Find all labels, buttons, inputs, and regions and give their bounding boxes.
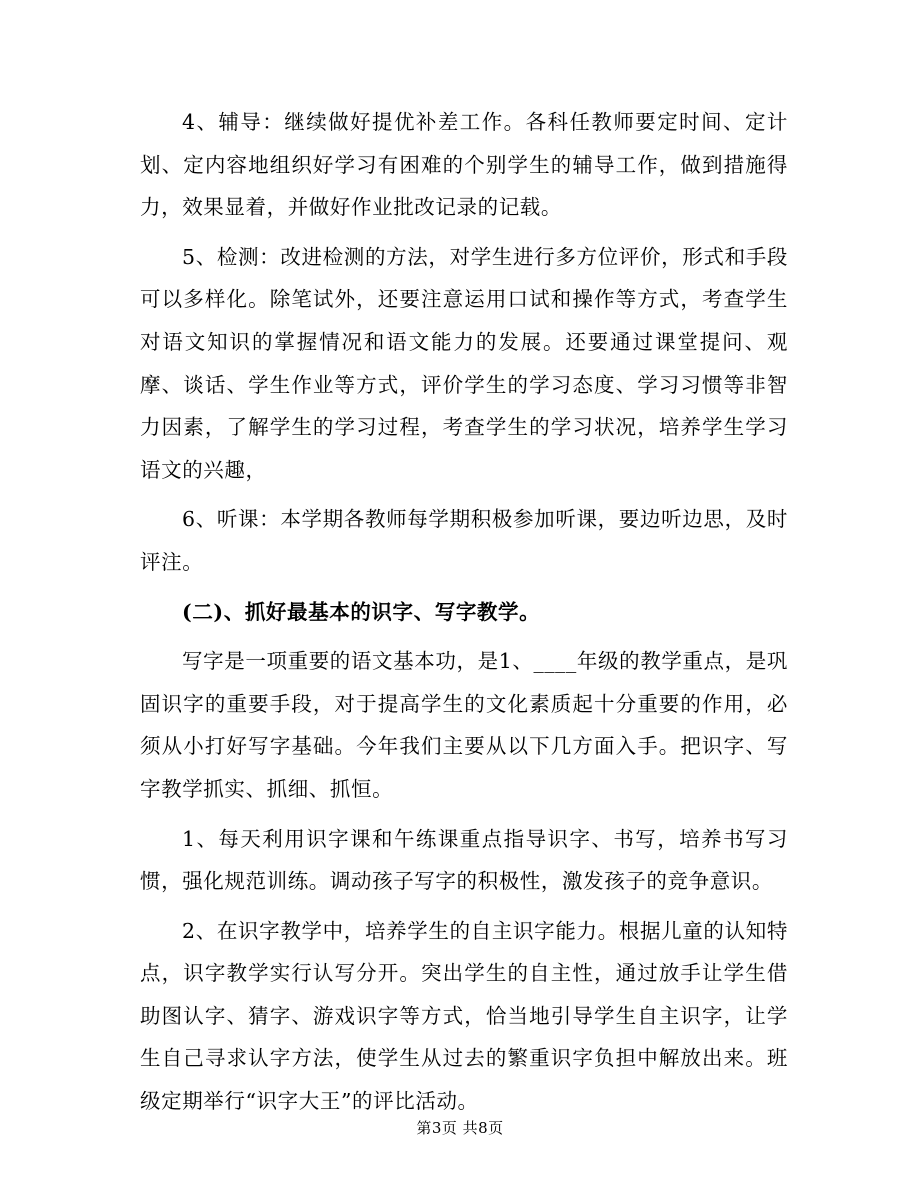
paragraph-self-literacy: 2、在识字教学中，培养学生的自主识字能力。根据儿童的认知特点，识字教学实行认写分开。突出学生的自主性，通过放手让学生借助图认字、猜字、游戏识字等方式，恰当地引导学生自主识字，让学生自己寻求认字方法，使学生从过去的繁重识字负担中解放出来。班级定期举行“识字大王”的评比活动。: [140, 918, 788, 1114]
section-heading: (二)、抓好最基本的识字、写字教学。: [182, 599, 541, 624]
document-body: [140, 101, 788, 1123]
paragraph-tutoring: 4、辅导：继续做好提优补差工作。各科任教师要定时间、定计划、定内容地组织好学习有困难的个别学生的辅导工作，做到措施得力，效果显着，并做好作业批改记录的记载。: [140, 110, 788, 220]
paragraph-lesson-observation: 6、听课：本学期各教师每学期积极参加听课，要边听边思，及时评注。: [140, 507, 788, 574]
paragraph-daily-practice: 1、每天利用识字课和午练课重点指导识字、书写，培养书写习惯，强化规范训练。调动孩子写字的积极性，激发孩子的竞争意识。: [140, 826, 788, 894]
paragraph-testing: 5、检测：改进检测的方法，对学生进行多方位评价，形式和手段可以多样化。除笔试外，还要注意运用口试和操作等方式，考查学生对语文知识的掌握情况和语文能力的发展。还要通过课堂提问、观摩、谈话、学生作业等方式，评价学生的学习态度、学习习惯等非智力因素，了解学生的学习过程，考查学生的学习状况，培养学生学习语文的兴趣，: [140, 244, 788, 482]
paragraph-writing-intro: 写字是一项重要的语文基本功，是1、____年级的教学重点，是巩固识字的重要手段，对于提高学生的文化素质起十分重要的作用，必须从小打好写字基础。今年我们主要从以下几方面入手。把识字、写字教学抓实、抓细、抓恒。: [140, 649, 788, 801]
page-number-footer: 第3页 共8页: [416, 1119, 504, 1137]
